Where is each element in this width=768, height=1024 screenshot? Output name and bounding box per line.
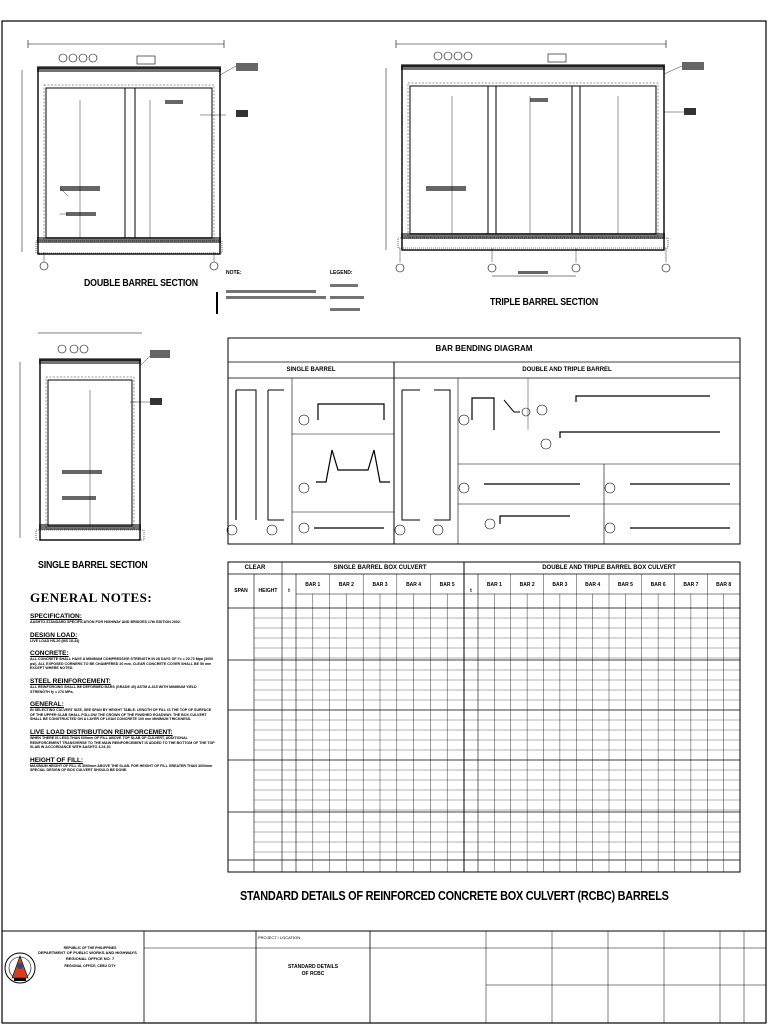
title-block-frame <box>2 931 766 1023</box>
project-label: PROJECT / LOCATION <box>258 935 301 940</box>
agency-office: REGIONAL OFFICE NO. 7 <box>65 956 115 962</box>
sheet-title-line2: OF RCBC <box>301 971 325 977</box>
note-heading-6: LIVE LOAD DISTRIBUTION REINFORCEMENT: <box>30 728 173 736</box>
reinforcement-table-grid <box>228 562 740 872</box>
note-heading-5: GENERAL: <box>30 701 64 709</box>
agency-address: REGIONAL OFFICE, CEBU CITY <box>64 963 116 968</box>
general-notes-heading: GENERAL NOTES: <box>30 590 153 605</box>
double-bar-header-7: BAR 7 <box>683 582 699 588</box>
single-barrel-drawing <box>20 333 170 540</box>
agency-republic: REPUBLIC OF THE PHILIPPINES <box>63 946 117 950</box>
table-t-single-heading: t <box>288 588 290 594</box>
double-bar-header-4: BAR 4 <box>585 582 601 588</box>
main-drawing-title: STANDARD DETAILS OF REINFORCED CONCRETE BOX CULVERT (RCBC) BARRELS <box>240 888 669 903</box>
double-bar-header-2: BAR 2 <box>519 582 535 588</box>
agency-name: DEPARTMENT OF PUBLIC WORKS AND HIGHWAYS <box>38 949 137 955</box>
double-barrel-drawing <box>22 40 258 270</box>
legend-label: LEGEND: <box>330 270 353 276</box>
note-text-3: ALL CONCRETE SHALL HAVE A MINIMUM COMPRESSIVE STRENGTH IN 28 DAYS OF f'c = 20.70 Mpa (3000 psi). ALL EXPOSED CORNERS TO BE CHAMFERED 20 mm. CLEAR CONCRETE COVER SHALL BE 50 mm EXCEPT WHERE NOTED. <box>30 657 214 671</box>
single-bar-header-2: BAR 2 <box>338 582 354 588</box>
note-label: NOTE: <box>226 270 242 276</box>
single-bar-header-4: BAR 4 <box>406 582 422 588</box>
table-span-heading: SPAN <box>234 588 248 594</box>
double-bar-header-1: BAR 1 <box>486 582 502 588</box>
bending-single-heading: SINGLE BARREL <box>286 367 336 373</box>
note-text-6: WHEN THERE IS LESS THAN 600mm OF FILL ABOVE TOP SLAB OF CULVERT, ADDITIONAL REINFORCEMENT TRANSVERSE TO THE MAIN REINFORCEMENT IS ADDED TO THE BOTTOM OF THE TOP SLAB IN ACCORDANCE WITH AASHTO 3.24.10. <box>30 735 215 750</box>
table-single-group-heading: SINGLE BARREL BOX CULVERT <box>333 565 427 571</box>
single-barrel-section-title: SINGLE BARREL SECTION <box>38 560 148 571</box>
general-notes-list <box>30 613 216 773</box>
agency-block <box>38 946 142 968</box>
note-heading-4: STEEL REINFORCEMENT: <box>30 677 111 685</box>
note-text-4: ALL REINFORCING SHALL BE DEFORMED BARS (GRADE 40) ASTM A-615 WITH MINIMUM YIELD STRENGTH fy = 276 MPa. <box>30 684 197 694</box>
single-bar-headers <box>296 582 464 592</box>
triple-barrel-drawing <box>386 40 704 276</box>
note-heading-7: HEIGHT OF FILL: <box>30 756 84 764</box>
note-text-7: MAXIMUM HEIGHT OF FILL IS 3000mm ABOVE THE SLAB. FOR HEIGHT OF FILL GREATER THAN 3000mm SPECIAL DESIGN OF BOX CULVERT SHOULD BE DONE. <box>30 763 213 773</box>
note-text-1: AASHTO STANDARD SPECIFICATION FOR HIGHWAY AND BRIDGES 17th EDITION 2002. <box>30 620 181 624</box>
single-bar-header-5: BAR 5 <box>439 582 455 588</box>
bending-double-triple-heading: DOUBLE AND TRIPLE BARREL <box>522 367 612 373</box>
double-bar-header-5: BAR 5 <box>617 582 633 588</box>
note-heading-2: DESIGN LOAD: <box>30 631 78 639</box>
double-barrel-section-title: DOUBLE BARREL SECTION <box>84 278 198 289</box>
double-bar-header-8: BAR 8 <box>716 582 732 588</box>
double-bar-headers <box>478 582 740 592</box>
double-bar-header-6: BAR 6 <box>650 582 666 588</box>
general-notes <box>30 590 216 773</box>
table-t-double-heading: t <box>470 588 472 594</box>
table-double-group-heading: DOUBLE AND TRIPLE BARREL BOX CULVERT <box>542 565 676 571</box>
table-clear-heading: CLEAR <box>244 565 266 571</box>
double-bar-header-3: BAR 3 <box>552 582 568 588</box>
triple-barrel-section-title: TRIPLE BARREL SECTION <box>490 297 599 308</box>
bar-bending-title: BAR BENDING DIAGRAM <box>435 344 533 353</box>
note-heading-1: SPECIFICATION: <box>30 613 82 620</box>
single-bar-header-3: BAR 3 <box>372 582 388 588</box>
agency-logo <box>5 953 35 983</box>
table-height-heading: HEIGHT <box>258 588 278 594</box>
single-bar-header-1: BAR 1 <box>305 582 321 588</box>
note-text-5: IN SELECTING CULVERT SIZE, SEE SPAN BY HEIGHT TABLE. LENGTH OF FILL IS THE TOP OF SURFACE OF THE UPPER SLAB SHALL FOLLOW THE CROWN OF THE FINISHED ROADWAY. THE BOX CULVERT SHALL BE CONSTRUCTED ON A LAYER OF LEAN CONCRETE 100 mm MINIMUM THICKNESS. <box>30 708 212 722</box>
note-heading-3: CONCRETE: <box>30 650 69 658</box>
note-text-2: LIVE LOAD HS-20 (MS 18-44) <box>30 638 80 643</box>
note-legend-marks <box>216 284 364 314</box>
sheet-title-line1: STANDARD DETAILS <box>287 964 339 970</box>
